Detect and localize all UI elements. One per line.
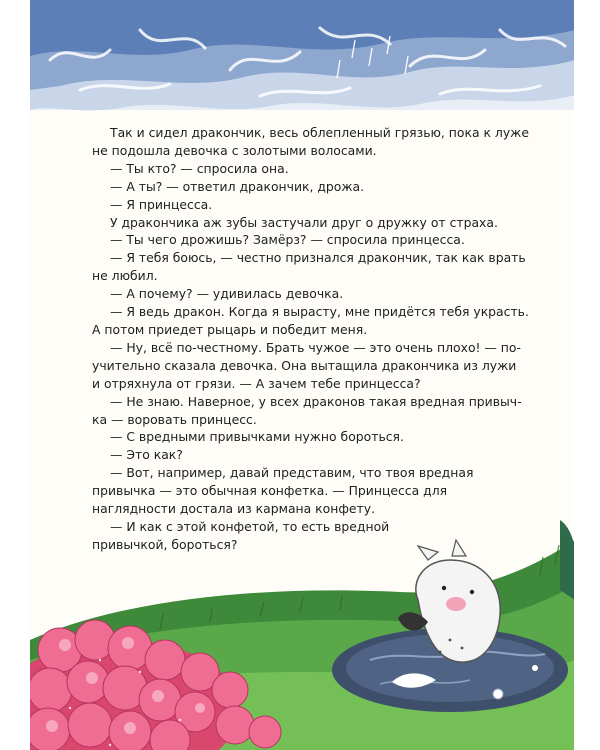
story-line: наглядности достала из кармана конфету. — [92, 501, 376, 517]
story-text — [92, 124, 552, 554]
sky-illustration — [30, 0, 575, 110]
story-line: — Я тебя боюсь, — честно признался дракончик, так как врать — [110, 250, 526, 266]
story-line: привычкой, бороться? — [92, 536, 238, 552]
story-line: привычка — это обычная конфетка. — Принцесса для — [92, 483, 448, 499]
page-left-margin — [0, 0, 30, 750]
story-line: ка — воровать принцесс. — [92, 411, 257, 427]
story-line: У дракончика аж зубы застучали друг о дружку от страха. — [110, 214, 498, 230]
story-line: — Не знаю. Наверное, у всех драконов такая вредная привыч- — [110, 393, 522, 409]
story-line: — Ты чего дрожишь? Замёрз? — спросила принцесса. — [110, 232, 465, 248]
story-line: А потом приедет рыцарь и победит меня. — [92, 321, 368, 337]
story-line: — А почему? — удивилась девочка. — [110, 286, 344, 302]
story-line: — Я ведь дракон. Когда я вырасту, мне придётся тебя украсть. — [110, 304, 529, 320]
story-line: — Это как? — [110, 447, 183, 463]
story-line: учительно сказала девочка. Она вытащила дракончика из лужи — [92, 357, 517, 373]
story-line: — Вот, например, давай представим, что твоя вредная — [110, 465, 474, 481]
page-right-margin — [574, 0, 600, 750]
story-line: — Ну, всё по-честному. Брать чужое — это очень плохо! — по- — [110, 339, 521, 355]
story-line: — Я принцесса. — [110, 196, 213, 212]
story-line: и отряхнула от грязи. — А зачем тебе принцесса? — [92, 375, 421, 391]
story-line: не любил. — [92, 268, 158, 284]
story-line: — И как с этой конфетой, то есть вредной — [110, 518, 390, 534]
story-line: не подошла девочка с золотыми волосами. — [92, 142, 377, 158]
story-line: — Ты кто? — спросила она. — [110, 160, 289, 176]
story-line: Так и сидел дракончик, весь облепленный грязью, пока к луже — [110, 125, 529, 140]
story-line: — А ты? — ответил дракончик, дрожа. — [110, 178, 365, 194]
story-line: — С вредными привычками нужно бороться. — [110, 429, 404, 445]
